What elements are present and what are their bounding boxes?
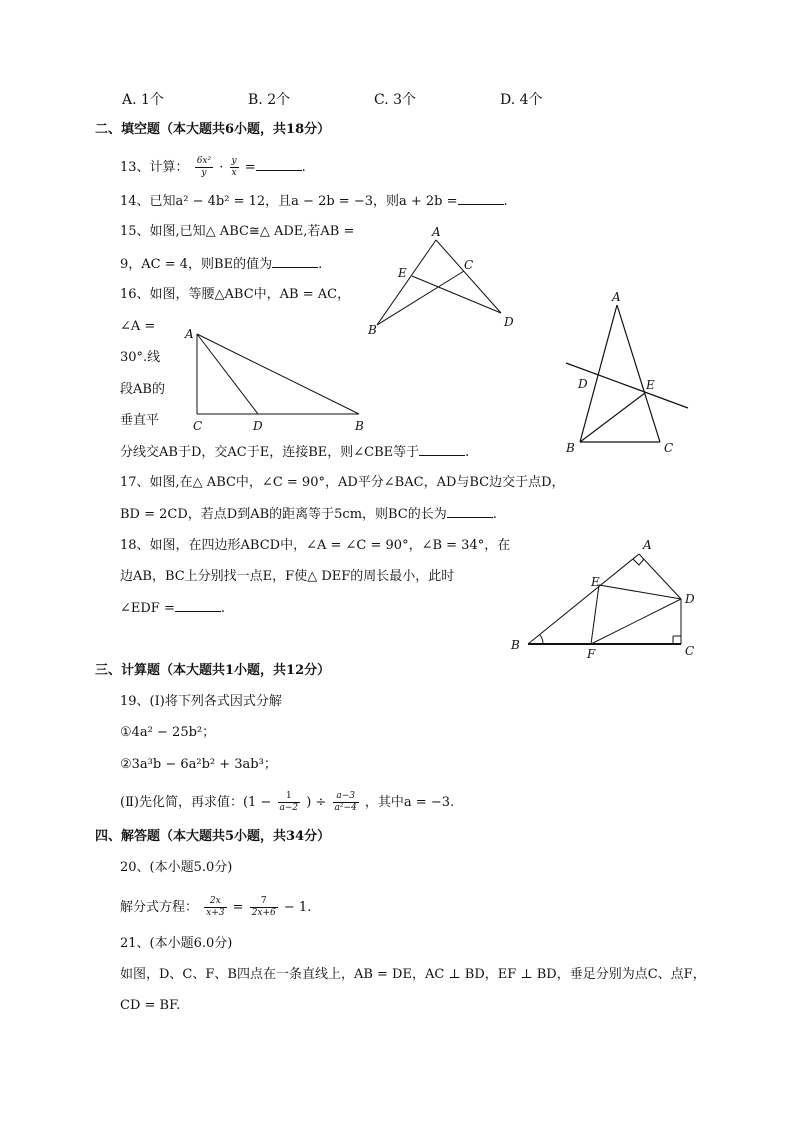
q19-ii-end: ，其中a = −3.	[364, 795, 455, 810]
q20-end: − 1.	[283, 900, 312, 915]
q15-answer-blank	[272, 255, 318, 268]
q13-prefix: 13、计算：	[120, 160, 189, 175]
q18-end: .	[220, 601, 225, 616]
question-14	[120, 192, 508, 211]
figleft-label-d: D	[253, 419, 263, 433]
fig15-label-b: B	[368, 323, 377, 337]
q18-line-3	[120, 599, 225, 618]
q20-f2-num: 7	[250, 896, 278, 908]
q18-answer-blank	[175, 599, 221, 612]
q15-line-2	[120, 255, 322, 274]
q14-end: .	[503, 194, 508, 209]
fig16-label-d: D	[578, 377, 588, 391]
figure-q15-triangles	[360, 222, 530, 337]
q15-line-1: 15、如图,已知△ ABC≅△ ADE,若AB =	[120, 224, 355, 239]
q19-f2-den: a²−4	[334, 803, 357, 813]
fig16-label-a: A	[612, 290, 621, 304]
option-a: A. 1个	[122, 92, 164, 108]
q13-fraction-2	[230, 156, 239, 179]
q13-equals: =	[244, 160, 256, 175]
fig15-label-c: C	[464, 258, 474, 272]
q17-answer-blank	[447, 505, 493, 518]
q19-item-1: ①4a² − 25b²；	[120, 725, 216, 740]
q20-fraction-2	[250, 896, 278, 919]
q21-line-2: CD = BF.	[120, 998, 181, 1013]
q20-equation	[120, 896, 311, 919]
q16-line-2: ∠A =	[120, 319, 156, 334]
q20-fraction-1	[204, 896, 226, 919]
fig15-label-e: E	[398, 266, 407, 280]
q21-head: 21、(本小题6.0分)	[120, 936, 233, 951]
figure-q18-quadrilateral	[505, 537, 705, 662]
figleft-label-c: C	[193, 419, 203, 433]
fig18-label-a: A	[643, 538, 652, 552]
q15-line-2-text: 9，AC = 4，则BE的值为	[120, 257, 273, 272]
fig15-label-a: A	[432, 225, 441, 239]
q20-f2-den: 2x+6	[251, 908, 276, 918]
q19-ii-prefix: (Ⅱ)先化简，再求值：(1 −	[120, 795, 272, 810]
q21-line-1: 如图，D、C、F、B四点在一条直线上，AB = DE，AC ⊥ BD，EF ⊥ BD，垂足分别为点C、点F，	[120, 967, 706, 982]
fig15-label-d: D	[504, 315, 514, 329]
fig18-label-d: D	[685, 592, 695, 606]
q19-fraction-1	[278, 791, 301, 814]
q13-end: .	[301, 160, 306, 175]
q19-f1-den: a−2	[279, 803, 299, 813]
q20-f1-den: x+3	[206, 908, 225, 918]
q19-f2-num: a−3	[333, 791, 359, 803]
q18-line-1: 18、如图，在四边形ABCD中，∠A = ∠C = 90°，∠B = 34°，在	[120, 538, 511, 553]
q16-end: .	[465, 445, 470, 460]
q19-item-2: ②3a³b − 6a²b² + 3ab³；	[120, 757, 277, 772]
q16-answer-blank	[419, 443, 465, 456]
q13-f2-den: x	[231, 168, 237, 178]
q14-text: 14、已知a² − 4b² = 12，且a − 2b = −3，则a + 2b =	[120, 194, 458, 209]
q13-f1-num: 6x²	[196, 156, 212, 166]
q13-f1-den: y	[201, 168, 207, 178]
q16-line-5: 垂直平	[120, 413, 160, 428]
fig16-label-e: E	[646, 378, 655, 392]
q19-fraction-2	[333, 791, 359, 814]
figleft-label-a: A	[185, 327, 194, 341]
q16-line-6-text: 分线交AB于D，交AC于E，连接BE，则∠CBE等于	[120, 445, 420, 460]
fig18-label-f: F	[587, 647, 596, 661]
q16-line-4: 段AB的	[120, 382, 165, 397]
option-b: B. 2个	[248, 92, 291, 108]
section-4-title: 四、解答题（本大题共5小题，共34分）	[95, 829, 331, 844]
q20-f1-num: 2x	[204, 896, 226, 908]
fig18-label-b: B	[511, 638, 520, 652]
q20-equals: =	[232, 900, 244, 915]
q20-prefix: 解分式方程：	[120, 900, 199, 915]
q19-ii-mid: ) ÷	[306, 795, 327, 810]
section-3-title: 三、计算题（本大题共1小题，共12分）	[95, 663, 331, 678]
question-13	[120, 156, 306, 179]
q16-line-3: 30°.线	[120, 350, 161, 365]
fig18-label-c: C	[685, 644, 695, 658]
fig18-label-e: E	[591, 575, 600, 589]
q17-line-2-text: BD = 2CD，若点D到AB的距离等于5cm，则BC的长为	[120, 507, 447, 522]
q17-line-1: 17、如图,在△ ABC中，∠C = 90°，AD平分∠BAC，AD与BC边交于点D，	[120, 475, 565, 490]
q15-end: .	[318, 257, 323, 272]
option-d: D. 4个	[500, 92, 543, 108]
q19-line-1: 19、(Ⅰ)将下列各式因式分解	[120, 694, 282, 709]
q13-answer-blank	[256, 158, 302, 171]
fig16-label-b: B	[566, 441, 575, 455]
fig16-label-c: C	[664, 441, 674, 455]
figure-q17-right-triangle	[183, 322, 373, 437]
q16-line-6	[120, 443, 469, 462]
q18-line-2: 边AB，BC上分别找一点E，F使△ DEF的周长最小，此时	[120, 569, 455, 584]
q19-f1-num: 1	[278, 791, 301, 803]
q16-line-1: 16、如图，等腰△ABC中，AB = AC，	[120, 287, 351, 302]
section-2-title: 二、填空题（本大题共6小题，共18分）	[95, 122, 331, 137]
figure-q16-isosceles	[560, 285, 695, 460]
q19-part-ii	[120, 791, 454, 814]
option-c: C. 3个	[374, 92, 417, 108]
q13-f2-num: y	[231, 156, 237, 166]
q14-answer-blank	[458, 192, 504, 205]
figleft-label-b: B	[355, 419, 364, 433]
q13-dot: ·	[219, 160, 224, 175]
q20-head: 20、(本小题5.0分)	[120, 860, 233, 875]
q17-end: .	[492, 507, 497, 522]
q18-line-3-text: ∠EDF =	[120, 601, 175, 616]
q17-line-2	[120, 505, 497, 524]
q13-fraction-1	[195, 156, 213, 179]
